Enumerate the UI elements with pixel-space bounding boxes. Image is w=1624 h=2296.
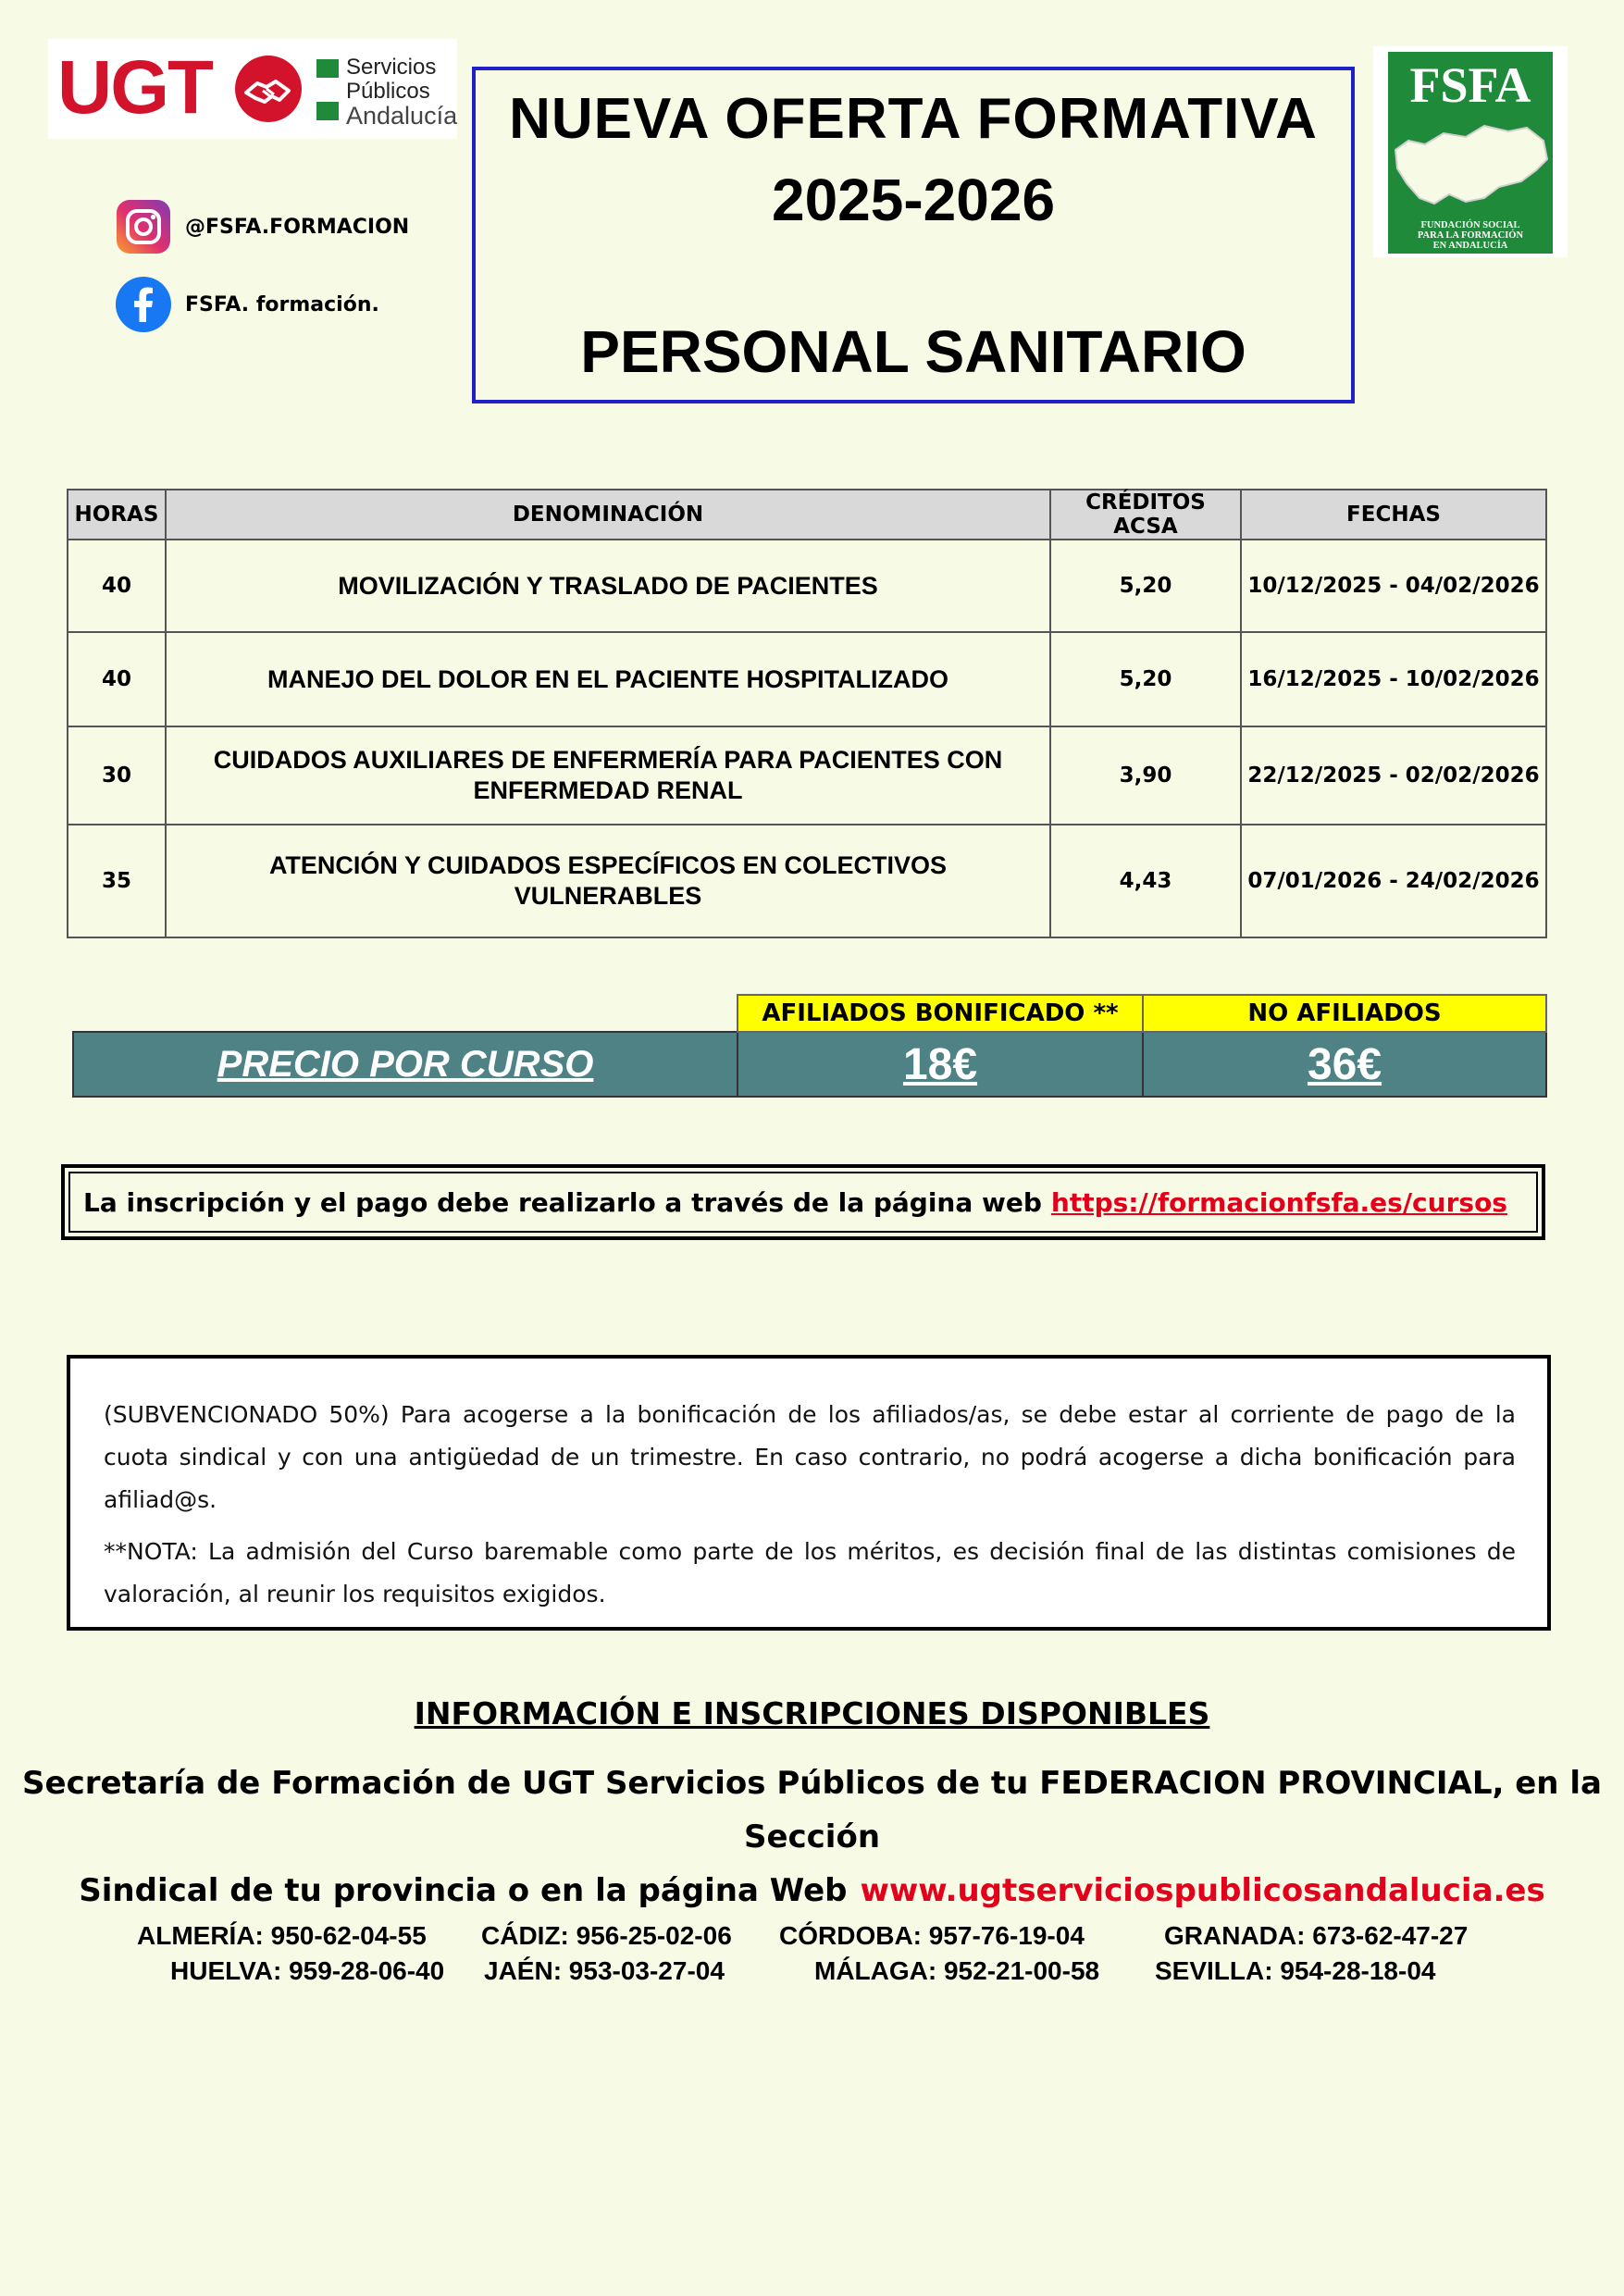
facebook-link[interactable]: [115, 276, 379, 333]
ugt-logo: [48, 39, 457, 139]
servicios-publicos-text: [346, 56, 457, 128]
facebook-icon: [115, 276, 172, 333]
price-header-affiliated: AFILIADOS BONIFICADO **: [738, 995, 1143, 1032]
course-hours: 30: [68, 726, 166, 825]
info-line-2: Sindical de tu provincia o en la página Web www.ugtserviciospublicosandalucia.es: [79, 1872, 1545, 1909]
price-table: [72, 994, 1547, 1098]
title-line-3: PERSONAL SANITARIO: [580, 318, 1246, 385]
phone-huelva: HUELVA: 959-28-06-40: [170, 1956, 445, 1985]
courses-table: [67, 489, 1547, 938]
fsfa-logo-text: FSFA: [1409, 57, 1531, 113]
phone-cadiz: CÁDIZ: 956-25-02-06: [481, 1921, 732, 1950]
price-header-row: [73, 995, 1546, 1032]
fsfa-tagline: FUNDACIÓN SOCIAL PARA LA FORMACIÓN EN ANDALUCÍA: [1417, 220, 1524, 251]
andalucia-label: Andalucía: [346, 102, 458, 130]
price-header-non-affiliated: NO AFILIADOS: [1143, 995, 1546, 1032]
header-dates: FECHAS: [1241, 490, 1546, 540]
title-box: [472, 67, 1355, 403]
servicios-label: Servicios: [346, 55, 437, 80]
phone-malaga: MÁLAGA: 952-21-00-58: [814, 1956, 1100, 1985]
phone-jaen: JAÉN: 953-03-27-04: [484, 1956, 725, 1985]
title-line-2: 2025-2026: [771, 167, 1056, 233]
course-credits: 3,90: [1050, 726, 1241, 825]
registration-box: [61, 1164, 1545, 1240]
table-row: [68, 825, 1546, 937]
header-name: DENOMINACIÓN: [166, 490, 1050, 540]
course-dates: 10/12/2025 - 04/02/2026: [1241, 540, 1546, 632]
instagram-handle: @FSFA.FORMACION: [185, 215, 410, 239]
registration-link[interactable]: https://formacionfsfa.es/cursos: [1050, 1186, 1507, 1218]
courses-header-row: [68, 490, 1546, 540]
table-row: [68, 632, 1546, 726]
course-name: MOVILIZACIÓN Y TRASLADO DE PACIENTES: [166, 540, 1050, 632]
publicos-label: Públicos: [346, 79, 430, 104]
phone-granada: GRANADA: 673-62-47-27: [1164, 1921, 1469, 1950]
course-dates: 16/12/2025 - 10/02/2026: [1241, 632, 1546, 726]
course-credits: 5,20: [1050, 632, 1241, 726]
facebook-handle: FSFA. formación.: [185, 292, 379, 316]
course-credits: 4,43: [1050, 825, 1241, 937]
course-dates: 22/12/2025 - 02/02/2026: [1241, 726, 1546, 825]
course-name: ATENCIÓN Y CUIDADOS ESPECÍFICOS EN COLECTIVOS VULNERABLES: [166, 825, 1050, 937]
phone-cordoba: CÓRDOBA: 957-76-19-04: [779, 1921, 1085, 1950]
instagram-icon: [115, 198, 172, 255]
price-row: [73, 1032, 1546, 1097]
instagram-link[interactable]: [115, 198, 409, 255]
header-credits: CRÉDITOS ACSA: [1050, 490, 1241, 540]
phone-almeria: ALMERÍA: 950-62-04-55: [137, 1921, 427, 1950]
website-link[interactable]: www.ugtserviciospublicosandalucia.es: [860, 1872, 1545, 1909]
phone-sevilla: SEVILLA: 954-28-18-04: [1155, 1956, 1436, 1985]
course-name: MANEJO DEL DOLOR EN EL PACIENTE HOSPITALIZADO: [166, 632, 1050, 726]
course-hours: 40: [68, 632, 166, 726]
info-title: INFORMACIÓN E INSCRIPCIONES DISPONIBLES: [414, 1695, 1210, 1731]
header-hours: HORAS: [68, 490, 166, 540]
course-dates: 07/01/2026 - 24/02/2026: [1241, 825, 1546, 937]
course-name: CUIDADOS AUXILIARES DE ENFERMERÍA PARA PACIENTES CON ENFERMEDAD RENAL: [166, 726, 1050, 825]
andalucia-map-icon: [1388, 113, 1553, 217]
notes-box: [67, 1355, 1551, 1631]
info-line-1: Secretaría de Formación de UGT Servicios Públicos de tu FEDERACION PROVINCIAL, en la Sección: [22, 1765, 1602, 1855]
fsfa-logo: [1373, 46, 1568, 257]
registration-text: La inscripción y el pago debe realizarlo a través de la página web: [83, 1186, 1042, 1218]
title-line-1: NUEVA OFERTA FORMATIVA: [509, 87, 1318, 151]
ugt-logo-text: UGT: [57, 45, 213, 130]
info-body: [0, 1756, 1624, 1917]
handshake-icon: [235, 56, 302, 122]
course-hours: 35: [68, 825, 166, 937]
andalucia-flag-icon: [316, 59, 339, 120]
table-row: [68, 726, 1546, 825]
price-non-affiliated: 36€: [1143, 1032, 1546, 1097]
price-label: PRECIO POR CURSO: [73, 1032, 738, 1097]
price-affiliated: 18€: [738, 1032, 1143, 1097]
course-credits: 5,20: [1050, 540, 1241, 632]
table-row: [68, 540, 1546, 632]
note-subsidy: (SUBVENCIONADO 50%) Para acogerse a la bonificación de los afiliados/as, se debe estar al corriente de pago de la cuota sindical y con una antigüedad de un trimestre. En caso contrario, no podrá acogerse a dicha bonificación para afiliad@s.: [104, 1401, 1516, 1513]
note-admission: **NOTA: La admisión del Curso baremable como parte de los méritos, es decisión final de las distintas comisiones de valoración, al reunir los requisitos exigidos.: [104, 1538, 1516, 1607]
course-hours: 40: [68, 540, 166, 632]
